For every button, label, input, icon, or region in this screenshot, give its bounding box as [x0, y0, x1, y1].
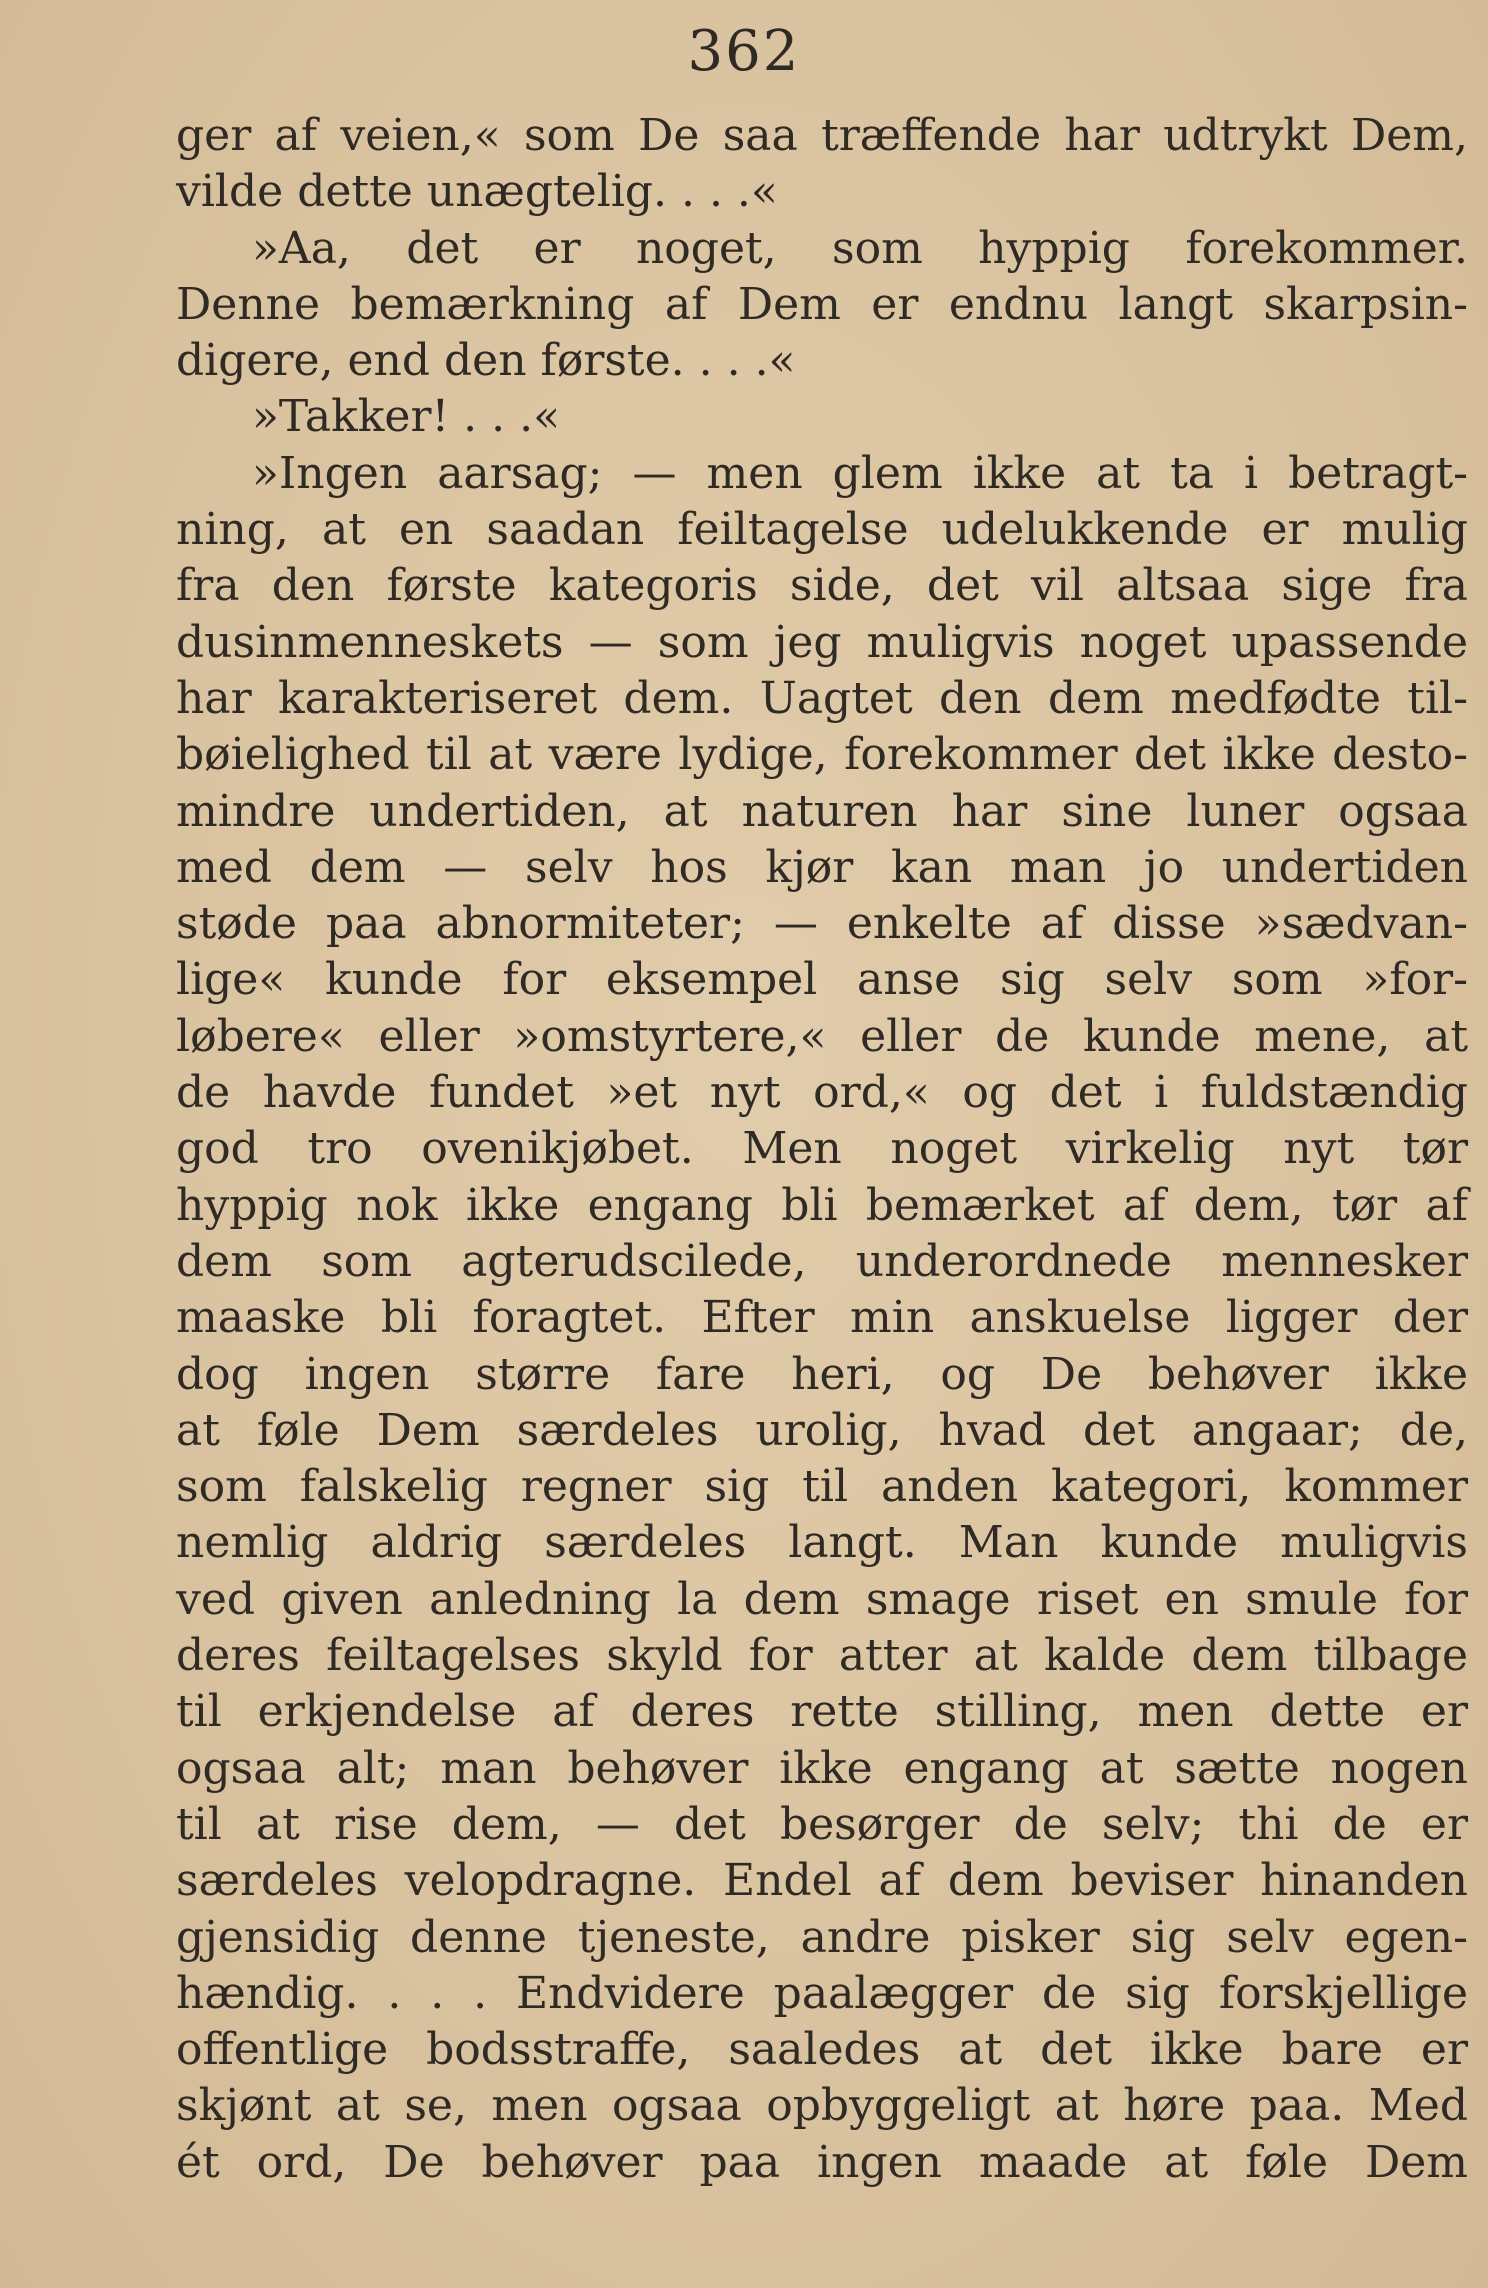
text-line: gjensidig denne tjeneste, andre pisker sig selv egen- — [176, 1911, 1468, 1963]
text-line: god tro ovenikjøbet. Men noget virkelig nyt tør — [176, 1123, 1468, 1175]
text-line: offentlige bodsstraffe, saaledes at det ikke bare er — [176, 2024, 1468, 2076]
text-line: mindre undertiden, at naturen har sine luner ogsaa — [176, 785, 1468, 837]
text-line: ét ord, De behøver paa ingen maade at føle Dem — [176, 2136, 1468, 2188]
text-line: dem som agterudscilede, underordnede mennesker — [176, 1235, 1468, 1287]
text-line: ved given anledning la dem smage riset en smule for — [176, 1573, 1468, 1625]
text-line: lige« kunde for eksempel anse sig selv som »for- — [176, 954, 1468, 1006]
text-line: Denne bemærkning af Dem er endnu langt skarpsin- — [176, 278, 1468, 330]
text-line: maaske bli foragtet. Efter min anskuelse ligger der — [176, 1292, 1468, 1344]
text-line: ger af veien,« som De saa træffende har udtrykt Dem, — [176, 110, 1468, 161]
page-number: 362 — [687, 19, 801, 84]
text-line: at føle Dem særdeles urolig, hvad det angaar; de, — [176, 1404, 1468, 1456]
text-line: »Takker! . . .« — [252, 391, 560, 443]
text-line: som falskelig regner sig til anden kategori, kommer — [176, 1461, 1468, 1513]
text-line: digere, end den første. . . .« — [176, 335, 796, 387]
text-line: fra den første kategoris side, det vil altsaa sige fra — [176, 560, 1468, 612]
text-line: ogsaa alt; man behøver ikke engang at sætte nogen — [176, 1742, 1468, 1794]
text-line: deres feiltagelses skyld for atter at kalde dem tilbage — [176, 1630, 1468, 1682]
text-line: »Aa, det er noget, som hyppig forekommer. — [252, 222, 1468, 274]
text-line: støde paa abnormiteter; — enkelte af disse »sædvan- — [176, 898, 1468, 950]
text-line: vilde dette unægtelig. . . .« — [176, 166, 778, 218]
text-line: »Ingen aarsag; — men glem ikke at ta i betragt- — [252, 447, 1468, 499]
text-line: løbere« eller »omstyrtere,« eller de kunde mene, at — [176, 1010, 1468, 1062]
text-line: ning, at en saadan feiltagelse udelukkende er mulig — [176, 504, 1468, 556]
text-line: til erkjendelse af deres rette stilling, men dette er — [176, 1686, 1468, 1738]
text-line: de havde fundet »et nyt ord,« og det i fuldstændig — [176, 1067, 1468, 1119]
text-line: har karakteriseret dem. Uagtet den dem medfødte til- — [176, 672, 1468, 724]
text-line: til at rise dem, — det besørger de selv; thi de er — [176, 1798, 1468, 1850]
text-line: skjønt at se, men ogsaa opbyggeligt at høre paa. Med — [176, 2080, 1468, 2132]
body-text — [176, 108, 1468, 2191]
text-line: med dem — selv hos kjør kan man jo undertiden — [176, 841, 1468, 893]
text-line: dog ingen større fare heri, og De behøver ikke — [176, 1348, 1468, 1400]
text-line: dusinmenneskets — som jeg muligvis noget upassende — [176, 616, 1468, 668]
text-line: hændig. . . . Endvidere paalægger de sig forskjellige — [176, 1967, 1468, 2019]
text-line: bøielighed til at være lydige, forekommer det ikke desto- — [176, 729, 1468, 781]
text-line: nemlig aldrig særdeles langt. Man kunde muligvis — [176, 1517, 1468, 1569]
text-line: særdeles velopdragne. Endel af dem beviser hinanden — [176, 1855, 1468, 1907]
text-line: hyppig nok ikke engang bli bemærket af dem, tør af — [176, 1179, 1468, 1231]
